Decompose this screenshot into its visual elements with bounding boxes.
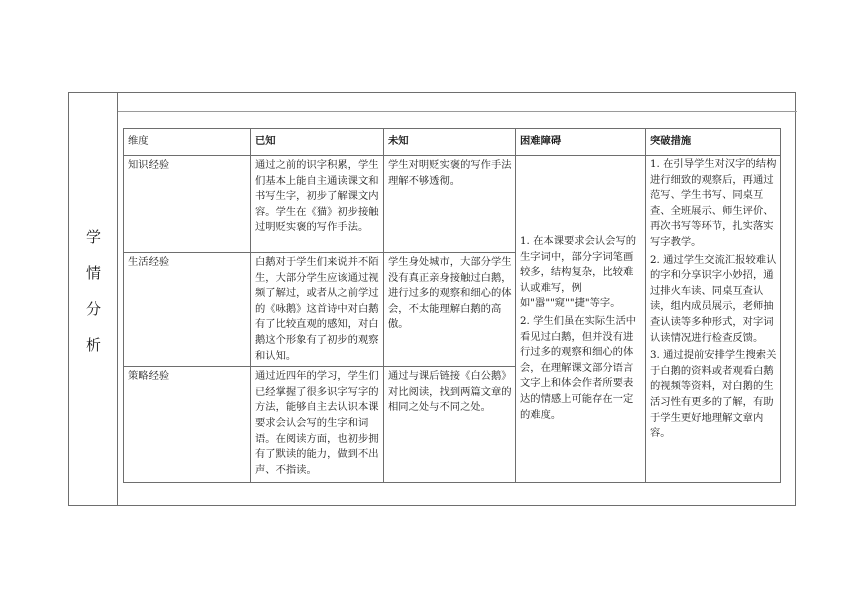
section-title-char: 情 <box>85 264 101 282</box>
row-dimension: 策略经验 <box>124 367 251 483</box>
section-title-char: 学 <box>85 228 101 246</box>
section-title <box>69 219 118 363</box>
top-divider <box>118 111 797 112</box>
table-header-row <box>124 129 781 156</box>
analysis-table-wrapper <box>123 128 780 477</box>
header-dimension: 维度 <box>124 129 251 156</box>
header-measures: 突破措施 <box>646 129 781 156</box>
row-dimension: 生活经验 <box>124 253 251 367</box>
row-unknown: 学生对明贬实褒的写作手法理解不够透彻。 <box>384 156 516 253</box>
difficulty-item: 2. 学生们虽在实际生活中看见过白鹅，但并没有进行过多的观察和细心的体会，在理解课文部分语言文字上和体会作者所要表达的情感上可能存在一定的难度。 <box>520 314 637 421</box>
section-side-column <box>69 93 118 505</box>
table-row <box>124 156 781 253</box>
header-difficulties: 困难障碍 <box>516 129 646 156</box>
measure-item: 3. 通过提前安排学生搜索关于白鹅的资料或者观看白鹅的视频等资料，对白鹅的生活习性有更多的了解，有助于学生更好地理解文章内容。 <box>650 349 777 440</box>
row-known: 白鹅对于学生们来说并不陌生，大部分学生应该通过视频了解过，或者从之前学过的《咏鹅》这首诗中对白鹅有了比较直观的感知，对白鹅这个形象有了初步的观察和认知。 <box>251 253 384 367</box>
row-known: 通过近四年的学习，学生们已经掌握了很多识字写字的方法，能够自主去认识本课要求会认会写的生字和词语。在阅读方面，也初步拥有了默读的能力，做到不出声、不指读。 <box>251 367 384 483</box>
difficulty-item: 1. 在本课要求会认会写的生字词中，部分字词笔画较多，结构复杂，比较难认或难写，例如"嚣""窥""捷"等字。 <box>520 235 637 310</box>
difficulties-cell <box>516 156 646 483</box>
section-title-char: 析 <box>85 336 101 354</box>
measure-item: 2. 通过学生交流汇报较难认的字和分享识字小妙招，通过排火车读、同桌互查认读，组内成员展示，老师抽查认读等多种形式，对字词认读情况进行检查反馈。 <box>650 253 777 344</box>
header-known: 已知 <box>251 129 384 156</box>
measure-item: 1. 在引导学生对汉字的结构进行细致的观察后，再通过范写、学生书写、同桌互查、全班展示、师生评价、再次书写等环节，扎实落实写字教学。 <box>650 158 777 248</box>
row-unknown: 学生身处城市，大部分学生没有真正亲身接触过白鹅，进行过多的观察和细心的体会，不太能理解白鹅的高傲。 <box>384 253 516 367</box>
row-unknown: 通过与课后链接《白公鹅》对比阅读，找到两篇文章的相同之处与不同之处。 <box>384 367 516 483</box>
header-unknown: 未知 <box>384 129 516 156</box>
measures-cell <box>646 156 781 483</box>
row-dimension: 知识经验 <box>124 156 251 253</box>
row-known: 通过之前的识字积累，学生们基本上能自主通读课文和书写生字，初步了解课文内容。学生在《猫》初步接触过明贬实褒的写作手法。 <box>251 156 384 253</box>
section-title-char: 分 <box>85 300 101 318</box>
analysis-table <box>123 128 781 483</box>
